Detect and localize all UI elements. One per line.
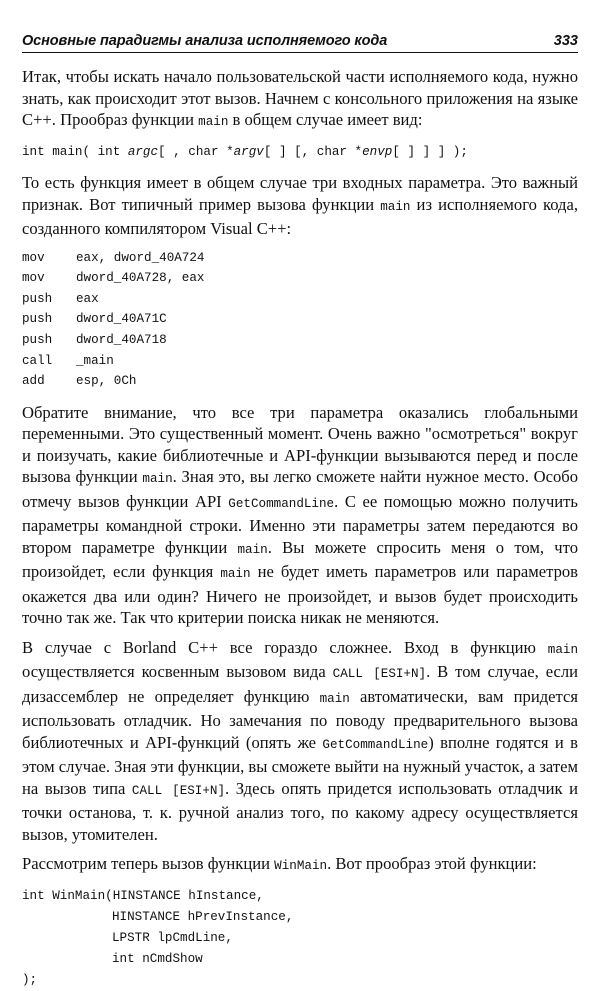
- page-number: 333: [553, 33, 578, 49]
- winmain-line: HINSTANCE hPrevInstance,: [112, 909, 294, 924]
- asm-line: call _main: [22, 353, 114, 368]
- header-rule: [22, 52, 578, 53]
- paragraph-intro: Итак, чтобы искать начало пользовательской части исполняемого кода, нужно знать, как происходит этот вызов. Начнем с консольного приложения на языке C++. Прообраз функции main в общем случае имеет вид:: [22, 67, 578, 129]
- asm-listing: [22, 248, 578, 392]
- asm-line: push dword_40A718: [22, 332, 167, 347]
- winmain-line: int WinMain(HINSTANCE hInstance,: [22, 888, 264, 903]
- main-signature: int main( int argc[ , char *argv[ ] [, char *envp[ ] ] ] );: [22, 144, 468, 159]
- running-header: [22, 0, 578, 48]
- asm-line: push dword_40A71C: [22, 312, 167, 327]
- paragraph-winmain: Рассмотрим теперь вызов функции WinMain. Вот прообраз этой функции:: [22, 854, 537, 874]
- winmain-line: LPSTR lpCmdLine,: [112, 930, 233, 945]
- paragraph-globals: Обратите внимание, что все три параметра оказались глобальными переменными. Это существенный момент. Очень важно "осмотреться" вокруг и поизучать, какие библиотечные и API-функции вызываются перед и после вызова функции main. Зная это, вы легко сможете найти нужное место. Особо отмечу вызов функции API GetCommandLine. С ее помощью можно получить параметры командной строки. Именно эти параметры затем передаются во втором параметре функции main. Вы можете спросить меня о том, что произойдет, если функция main не будет иметь параметров или параметров окажется два или один? Ничего не произойдет, и вызов будет происходить точно так же. Так что критерии поиска никак не меняются.: [22, 402, 578, 628]
- asm-line: push eax: [22, 291, 99, 306]
- asm-line: add esp, 0Ch: [22, 374, 137, 389]
- page-body: [22, 66, 578, 991]
- book-page: [22, 0, 578, 987]
- winmain-signature: [22, 886, 578, 991]
- asm-line: mov eax, dword_40A724: [22, 250, 205, 265]
- running-header-title: Основные парадигмы анализа исполняемого кода: [22, 33, 388, 49]
- winmain-line: int nCmdShow: [112, 951, 203, 966]
- asm-line: mov dword_40A728, eax: [22, 271, 205, 286]
- paragraph-params: То есть функция имеет в общем случае три входных параметра. Это важный признак. Вот типичный пример вызова функции main из исполняемого кода, созданного компилятором Visual C++:: [22, 173, 578, 239]
- paragraph-borland: В случае с Borland C++ все гораздо сложнее. Вход в функцию main осуществляется косвенным вызовом вида CALL [ESI+N]. В том случае, если дизассемблер не определяет функцию main автоматически, вам придется использовать отладчик. Но замечания по поводу предварительного вызова библиотечных и API-функций (опять же GetCommandLine) вполне годятся и в этом случае. Зная эти функции, вы сможете выйти на нужный участок, а затем на вызов типа CALL [ESI+N]. Здесь опять придется использовать отладчик и точки останова, т. к. ручной анализ того, по какому адресу осуществляется вызов, утомителен.: [22, 637, 578, 844]
- winmain-line: );: [22, 972, 38, 987]
